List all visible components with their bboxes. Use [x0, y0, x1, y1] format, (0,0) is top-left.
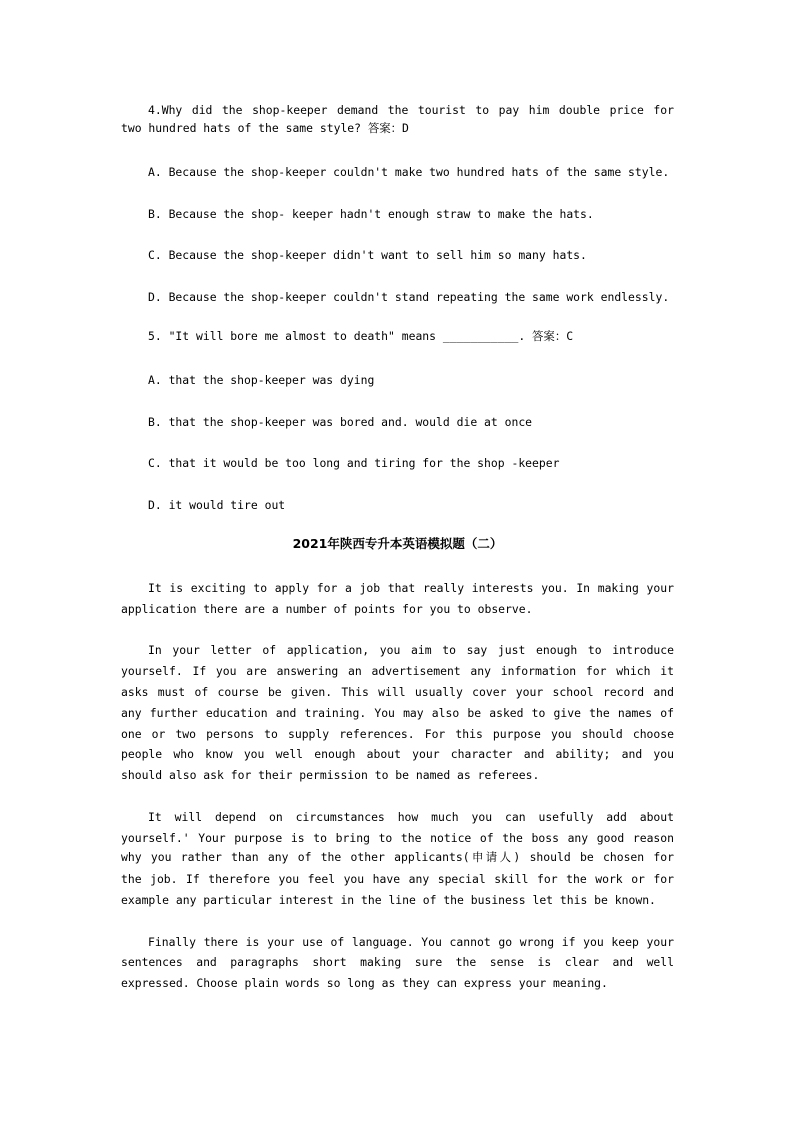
q4-option-c: C. Because the shop-keeper didn't want to sell him so many hats. — [148, 248, 587, 262]
passage-p4-line: expressed. Choose plain words so long as they can express your meaning. — [121, 976, 608, 990]
q4-option-a: A. Because the shop-keeper couldn't make two hundred hats of the same style. — [148, 165, 670, 179]
section-title: 2021年陕西专升本英语模拟题（二） — [292, 536, 503, 551]
passage-p3-line: example any particular interest in the line of the business let this be known. — [121, 893, 656, 907]
passage-p3-line: the job. If therefore you feel you have any special skill for the work or for — [121, 872, 674, 886]
passage-p2-line: one or two persons to supply references. For this purpose you should choose — [121, 727, 674, 741]
passage-p2-line: In your letter of application, you aim to say just enough to introduce — [148, 643, 674, 657]
passage-p1-line: application there are a number of points for you to observe. — [121, 602, 533, 616]
passage-p2-line: people who know you well enough about your character and ability; and you — [121, 747, 674, 761]
passage-p4-line: sentences and paragraphs short making sure the sense is clear and well — [121, 955, 674, 969]
passage-p3-line: why you rather than any of the other applicants(申请人) should be chosen for — [121, 850, 674, 864]
q5-option-d: D. it would tire out — [148, 498, 286, 512]
passage-p2-line: yourself. If you are answering an advertisement any information for which it — [121, 664, 674, 678]
passage-p2-line: any further education and training. You may also be asked to give the names of — [121, 706, 674, 720]
q5-option-b: B. that the shop-keeper was bored and. would die at once — [148, 415, 533, 429]
passage-p2-line: asks must of course be given. This will usually cover your school record and — [121, 685, 674, 699]
q4-option-d: D. Because the shop-keeper couldn't stand repeating the same work endlessly. — [148, 290, 670, 304]
passage-p1-line: It is exciting to apply for a job that really interests you. In making your — [148, 581, 674, 595]
question-5-text: 5. "It will bore me almost to death" means ___________. 答案：C — [148, 329, 574, 343]
q5-option-a: A. that the shop-keeper was dying — [148, 373, 375, 387]
passage-p3-line: It will depend on circumstances how much you can usefully add about — [148, 810, 674, 824]
q4-option-b: B. Because the shop- keeper hadn't enough straw to make the hats. — [148, 207, 594, 221]
question-4-text-cont: two hundred hats of the same style? 答案：D — [121, 121, 409, 135]
passage-p3-line: yourself.' Your purpose is to bring to the notice of the boss any good reason — [121, 831, 674, 845]
passage-p2-line: should also ask for their permission to be named as referees. — [121, 768, 540, 782]
passage-p4-line: Finally there is your use of language. You cannot go wrong if you keep your — [148, 935, 674, 949]
question-4-text: 4.Why did the shop-keeper demand the tourist to pay him double price for — [148, 103, 674, 117]
q5-option-c: C. that it would be too long and tiring for the shop -keeper — [148, 456, 560, 470]
